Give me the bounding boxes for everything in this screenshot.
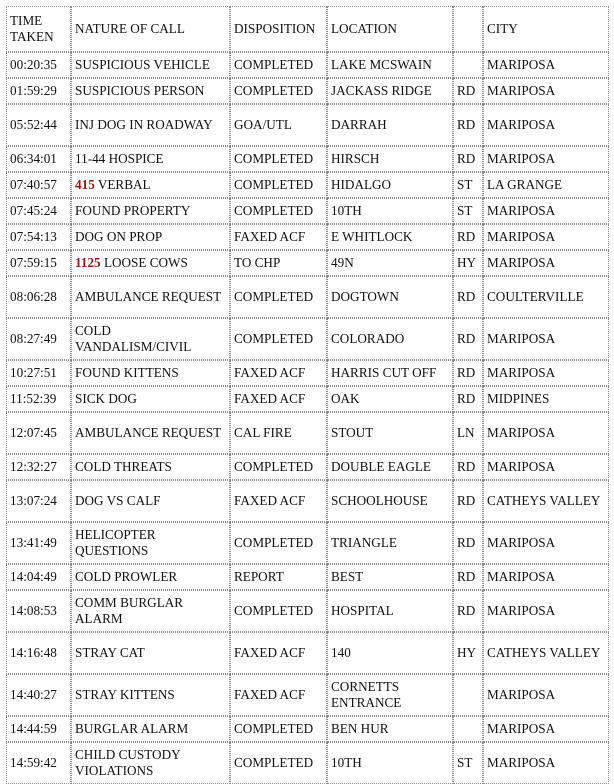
cell-nature (71, 632, 230, 674)
cell-city: MARIPOSA (483, 52, 609, 78)
cell-location: 10TH (327, 198, 453, 224)
table-row (6, 716, 609, 742)
table-row (6, 632, 609, 674)
table-row (6, 360, 609, 386)
cell-nature (71, 146, 230, 172)
cell-nature-text: CHILD CUSTODY VIOLATIONS (75, 747, 181, 778)
table-row (6, 318, 609, 360)
cell-time: 07:40:57 (6, 172, 71, 198)
cell-nature-text: DOG VS CALF (75, 493, 161, 508)
cell-location: HIRSCH (327, 146, 453, 172)
cell-time: 00:20:35 (6, 52, 71, 78)
cell-time: 10:27:51 (6, 360, 71, 386)
cell-time: 08:27:49 (6, 318, 71, 360)
cell-nature (71, 78, 230, 104)
cell-suffix: RD (453, 276, 483, 318)
cell-nature-text: STRAY KITTENS (75, 687, 175, 702)
cell-nature (71, 276, 230, 318)
cell-suffix (453, 674, 483, 716)
table-row (6, 590, 609, 632)
cell-disposition: GOA/UTL (230, 104, 327, 146)
cell-nature (71, 674, 230, 716)
cell-nature-text: COMM BURGLAR ALARM (75, 595, 184, 626)
cell-nature (71, 564, 230, 590)
cell-nature-text: AMBULANCE REQUEST (75, 289, 222, 304)
cell-time: 14:16:48 (6, 632, 71, 674)
cell-suffix: RD (453, 146, 483, 172)
cell-nature (71, 104, 230, 146)
cell-location: CORNETTS ENTRANCE (327, 674, 453, 716)
header-time-taken: TIME TAKEN (6, 6, 71, 52)
cell-suffix: RD (453, 104, 483, 146)
cell-nature-text: AMBULANCE REQUEST (75, 425, 222, 440)
table-row (6, 480, 609, 522)
table-row (6, 78, 609, 104)
cell-location: 10TH (327, 742, 453, 784)
header-row (6, 6, 609, 52)
cell-nature (71, 480, 230, 522)
header-street-suffix (453, 6, 483, 52)
cell-suffix: ST (453, 198, 483, 224)
cell-disposition: FAXED ACF (230, 674, 327, 716)
cell-time: 05:52:44 (6, 104, 71, 146)
cell-nature (71, 386, 230, 412)
cell-nature-text: 11-44 HOSPICE (75, 151, 164, 166)
cell-time: 06:34:01 (6, 146, 71, 172)
cell-disposition: COMPLETED (230, 172, 327, 198)
header-disposition: DISPOSITION (230, 6, 327, 52)
table-row (6, 104, 609, 146)
cell-disposition: COMPLETED (230, 522, 327, 564)
table-row (6, 564, 609, 590)
cell-nature (71, 742, 230, 784)
cell-disposition: COMPLETED (230, 454, 327, 480)
cell-city: MARIPOSA (483, 250, 609, 276)
cell-disposition: COMPLETED (230, 742, 327, 784)
cell-city: MARIPOSA (483, 360, 609, 386)
cell-location: HIDALGO (327, 172, 453, 198)
cell-suffix: RD (453, 318, 483, 360)
cell-disposition: COMPLETED (230, 318, 327, 360)
cell-nature-text: SICK DOG (75, 391, 137, 406)
call-log-table (6, 6, 609, 784)
cell-city: MARIPOSA (483, 522, 609, 564)
cell-suffix (453, 52, 483, 78)
cell-suffix: RD (453, 454, 483, 480)
cell-disposition: REPORT (230, 564, 327, 590)
cell-time: 07:45:24 (6, 198, 71, 224)
cell-city: MIDPINES (483, 386, 609, 412)
cell-nature-text: BURGLAR ALARM (75, 721, 189, 736)
cell-suffix: LN (453, 412, 483, 454)
cell-suffix: HY (453, 632, 483, 674)
cell-location: COLORADO (327, 318, 453, 360)
cell-nature-text: HELICOPTER QUESTIONS (75, 527, 156, 558)
cell-time: 12:32:27 (6, 454, 71, 480)
table-row (6, 276, 609, 318)
cell-location: JACKASS RIDGE (327, 78, 453, 104)
cell-suffix: HY (453, 250, 483, 276)
cell-nature (71, 250, 230, 276)
cell-nature (71, 172, 230, 198)
table-row (6, 146, 609, 172)
cell-nature (71, 52, 230, 78)
cell-city: MARIPOSA (483, 454, 609, 480)
cell-disposition: COMPLETED (230, 78, 327, 104)
cell-disposition: TO CHP (230, 250, 327, 276)
cell-city: MARIPOSA (483, 104, 609, 146)
cell-nature (71, 318, 230, 360)
cell-time: 13:07:24 (6, 480, 71, 522)
cell-location: BEST (327, 564, 453, 590)
cell-city: CATHEYS VALLEY (483, 480, 609, 522)
cell-disposition: FAXED ACF (230, 360, 327, 386)
cell-location: DARRAH (327, 104, 453, 146)
cell-time: 14:59:42 (6, 742, 71, 784)
table-row (6, 674, 609, 716)
cell-location: DOGTOWN (327, 276, 453, 318)
cell-nature (71, 224, 230, 250)
cell-time: 14:40:27 (6, 674, 71, 716)
cell-time: 01:59:29 (6, 78, 71, 104)
cell-penal-code: 1125 (75, 255, 101, 270)
cell-disposition: COMPLETED (230, 52, 327, 78)
cell-city: LA GRANGE (483, 172, 609, 198)
cell-suffix (453, 716, 483, 742)
cell-disposition: COMPLETED (230, 146, 327, 172)
table-row (6, 198, 609, 224)
cell-nature (71, 716, 230, 742)
table-row (6, 52, 609, 78)
cell-city: MARIPOSA (483, 564, 609, 590)
cell-time: 12:07:45 (6, 412, 71, 454)
cell-suffix: RD (453, 522, 483, 564)
table-row (6, 386, 609, 412)
cell-nature (71, 198, 230, 224)
cell-nature (71, 360, 230, 386)
cell-nature-text: COLD THREATS (75, 459, 172, 474)
table-row (6, 454, 609, 480)
cell-suffix: RD (453, 590, 483, 632)
cell-time: 07:54:13 (6, 224, 71, 250)
cell-suffix: RD (453, 78, 483, 104)
cell-nature-text: COLD VANDALISM/CIVIL (75, 323, 192, 354)
cell-disposition: COMPLETED (230, 276, 327, 318)
cell-city: COULTERVILLE (483, 276, 609, 318)
cell-city: MARIPOSA (483, 716, 609, 742)
cell-location: SCHOOLHOUSE (327, 480, 453, 522)
cell-suffix: RD (453, 564, 483, 590)
cell-location: HOSPITAL (327, 590, 453, 632)
cell-location: STOUT (327, 412, 453, 454)
cell-location: OAK (327, 386, 453, 412)
header-nature-of-call: NATURE OF CALL (71, 6, 230, 52)
cell-nature-text: COLD PROWLER (75, 569, 178, 584)
cell-city: MARIPOSA (483, 224, 609, 250)
cell-disposition: FAXED ACF (230, 386, 327, 412)
cell-time: 08:06:28 (6, 276, 71, 318)
cell-nature-text: INJ DOG IN ROADWAY (75, 117, 213, 132)
cell-location: TRIANGLE (327, 522, 453, 564)
cell-suffix: ST (453, 742, 483, 784)
cell-suffix: ST (453, 172, 483, 198)
cell-nature-text: STRAY CAT (75, 645, 145, 660)
cell-city: MARIPOSA (483, 146, 609, 172)
cell-disposition: FAXED ACF (230, 224, 327, 250)
cell-city: MARIPOSA (483, 318, 609, 360)
cell-time: 14:04:49 (6, 564, 71, 590)
cell-nature (71, 590, 230, 632)
cell-nature-text: DOG ON PROP (75, 229, 163, 244)
cell-city: MARIPOSA (483, 78, 609, 104)
cell-disposition: FAXED ACF (230, 480, 327, 522)
cell-disposition: FAXED ACF (230, 632, 327, 674)
cell-city: MARIPOSA (483, 198, 609, 224)
cell-time: 11:52:39 (6, 386, 71, 412)
cell-location: HARRIS CUT OFF (327, 360, 453, 386)
cell-nature-text: SUSPICIOUS PERSON (75, 83, 205, 98)
table-row (6, 412, 609, 454)
cell-disposition: COMPLETED (230, 590, 327, 632)
cell-nature-text: LOOSE COWS (103, 255, 188, 270)
cell-suffix: RD (453, 480, 483, 522)
cell-time: 07:59:15 (6, 250, 71, 276)
cell-nature-text: VERBAL (97, 177, 151, 192)
header-location: LOCATION (327, 6, 453, 52)
cell-location: E WHITLOCK (327, 224, 453, 250)
cell-city: MARIPOSA (483, 412, 609, 454)
table-row (6, 250, 609, 276)
header-city: CITY (483, 6, 609, 52)
table-row (6, 172, 609, 198)
cell-nature (71, 412, 230, 454)
cell-city: MARIPOSA (483, 674, 609, 716)
cell-location: LAKE MCSWAIN (327, 52, 453, 78)
cell-disposition: COMPLETED (230, 716, 327, 742)
cell-disposition: CAL FIRE (230, 412, 327, 454)
cell-time: 13:41:49 (6, 522, 71, 564)
cell-city: CATHEYS VALLEY (483, 632, 609, 674)
cell-nature-text: SUSPICIOUS VEHICLE (75, 57, 210, 72)
cell-suffix: RD (453, 360, 483, 386)
cell-time: 14:08:53 (6, 590, 71, 632)
cell-disposition: COMPLETED (230, 198, 327, 224)
table-row (6, 742, 609, 784)
cell-location: DOUBLE EAGLE (327, 454, 453, 480)
cell-location: BEN HUR (327, 716, 453, 742)
table-row (6, 522, 609, 564)
cell-location: 140 (327, 632, 453, 674)
cell-suffix: RD (453, 386, 483, 412)
cell-time: 14:44:59 (6, 716, 71, 742)
cell-nature-text: FOUND KITTENS (75, 365, 179, 380)
cell-nature (71, 454, 230, 480)
cell-suffix: RD (453, 224, 483, 250)
cell-penal-code: 415 (75, 177, 95, 192)
cell-nature (71, 522, 230, 564)
cell-city: MARIPOSA (483, 590, 609, 632)
cell-nature-text: FOUND PROPERTY (75, 203, 191, 218)
table-row (6, 224, 609, 250)
cell-location: 49N (327, 250, 453, 276)
cell-city: MARIPOSA (483, 742, 609, 784)
